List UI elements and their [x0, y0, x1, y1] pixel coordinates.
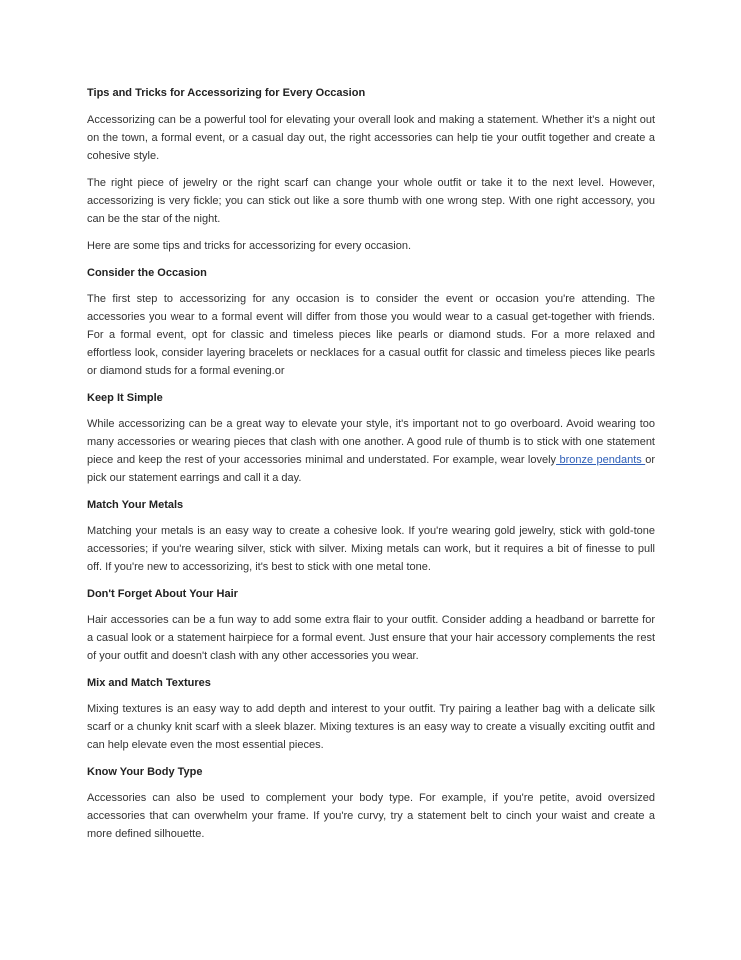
simple-text-before-link: While accessorizing can be a great way to elevate your style, it's important not to go overboard. Avoid wearing too many accessories or wearing pieces that clash with one another. A good rule of thumb is to stick with one statement piece and keep the rest of your accessories minimal and understated. For example, wear lovely	[87, 418, 655, 466]
section-heading-textures: Mix and Match Textures	[87, 677, 211, 689]
section-heading-simple: Keep It Simple	[87, 392, 163, 404]
document-title: Tips and Tricks for Accessorizing for Every Occasion	[87, 87, 366, 99]
intro-paragraph-2: The right piece of jewelry or the right scarf can change your whole outfit or take it to the next level. However, accessorizing is very fickle; you can stick out like a sore thumb with one wrong step. With one right accessory, you can be the star of the night.	[87, 177, 655, 225]
section-heading-occasion: Consider the Occasion	[87, 267, 207, 279]
section-body-metals: Matching your metals is an easy way to create a cohesive look. If you're wearing gold jewelry, stick with gold-tone accessories; if you're wearing silver, stick with silver. Mixing metals can work, but it requires a bit of finesse to pull off. If you're new to accessorizing, it's best to stick with one metal tone.	[87, 525, 655, 573]
section-heading-metals: Match Your Metals	[87, 499, 184, 511]
section-heading-body-type: Know Your Body Type	[87, 766, 203, 778]
section-body-textures: Mixing textures is an easy way to add depth and interest to your outfit. Try pairing a leather bag with a delicate silk scarf or a chunky knit scarf with a sleek blazer. Mixing textures is an easy way to create a visually exciting outfit and can help elevate even the most essential pieces.	[87, 703, 655, 751]
section-body-occasion: The first step to accessorizing for any occasion is to consider the event or occasion you're attending. The accessories you wear to a formal event will differ from those you would wear to a casual get-together with friends. For a formal event, opt for classic and timeless pieces like pearls or diamond studs. For a more relaxed and effortless look, consider layering bracelets or necklaces for a casual outfit for classic and timeless pieces like pearls or diamond studs for a formal evening.or	[87, 293, 655, 377]
section-body-simple	[87, 415, 655, 487]
section-body-hair: Hair accessories can be a fun way to add some extra flair to your outfit. Consider adding a headband or barrette for a casual look or a statement hairpiece for a formal event. Just ensure that your hair accessory complements the rest of your outfit and doesn't clash with any other accessories you wear.	[87, 614, 655, 662]
document-page	[87, 84, 655, 852]
bronze-pendants-link[interactable]: bronze pendants	[556, 454, 646, 466]
section-heading-hair: Don't Forget About Your Hair	[87, 588, 238, 600]
intro-paragraph-1: Accessorizing can be a powerful tool for elevating your overall look and making a statement. Whether it's a night out on the town, a formal event, or a casual day out, the right accessories can help tie your outfit together and create a cohesive style.	[87, 114, 655, 162]
section-body-body-type: Accessories can also be used to complement your body type. For example, if you're petite, avoid oversized accessories that can overwhelm your frame. If you're curvy, try a statement belt to cinch your waist and create a more defined silhouette.	[87, 792, 655, 840]
simple-text-after-link: or pick our statement earrings and call it a day.	[87, 454, 655, 484]
intro-paragraph-3: Here are some tips and tricks for accessorizing for every occasion.	[87, 240, 412, 252]
